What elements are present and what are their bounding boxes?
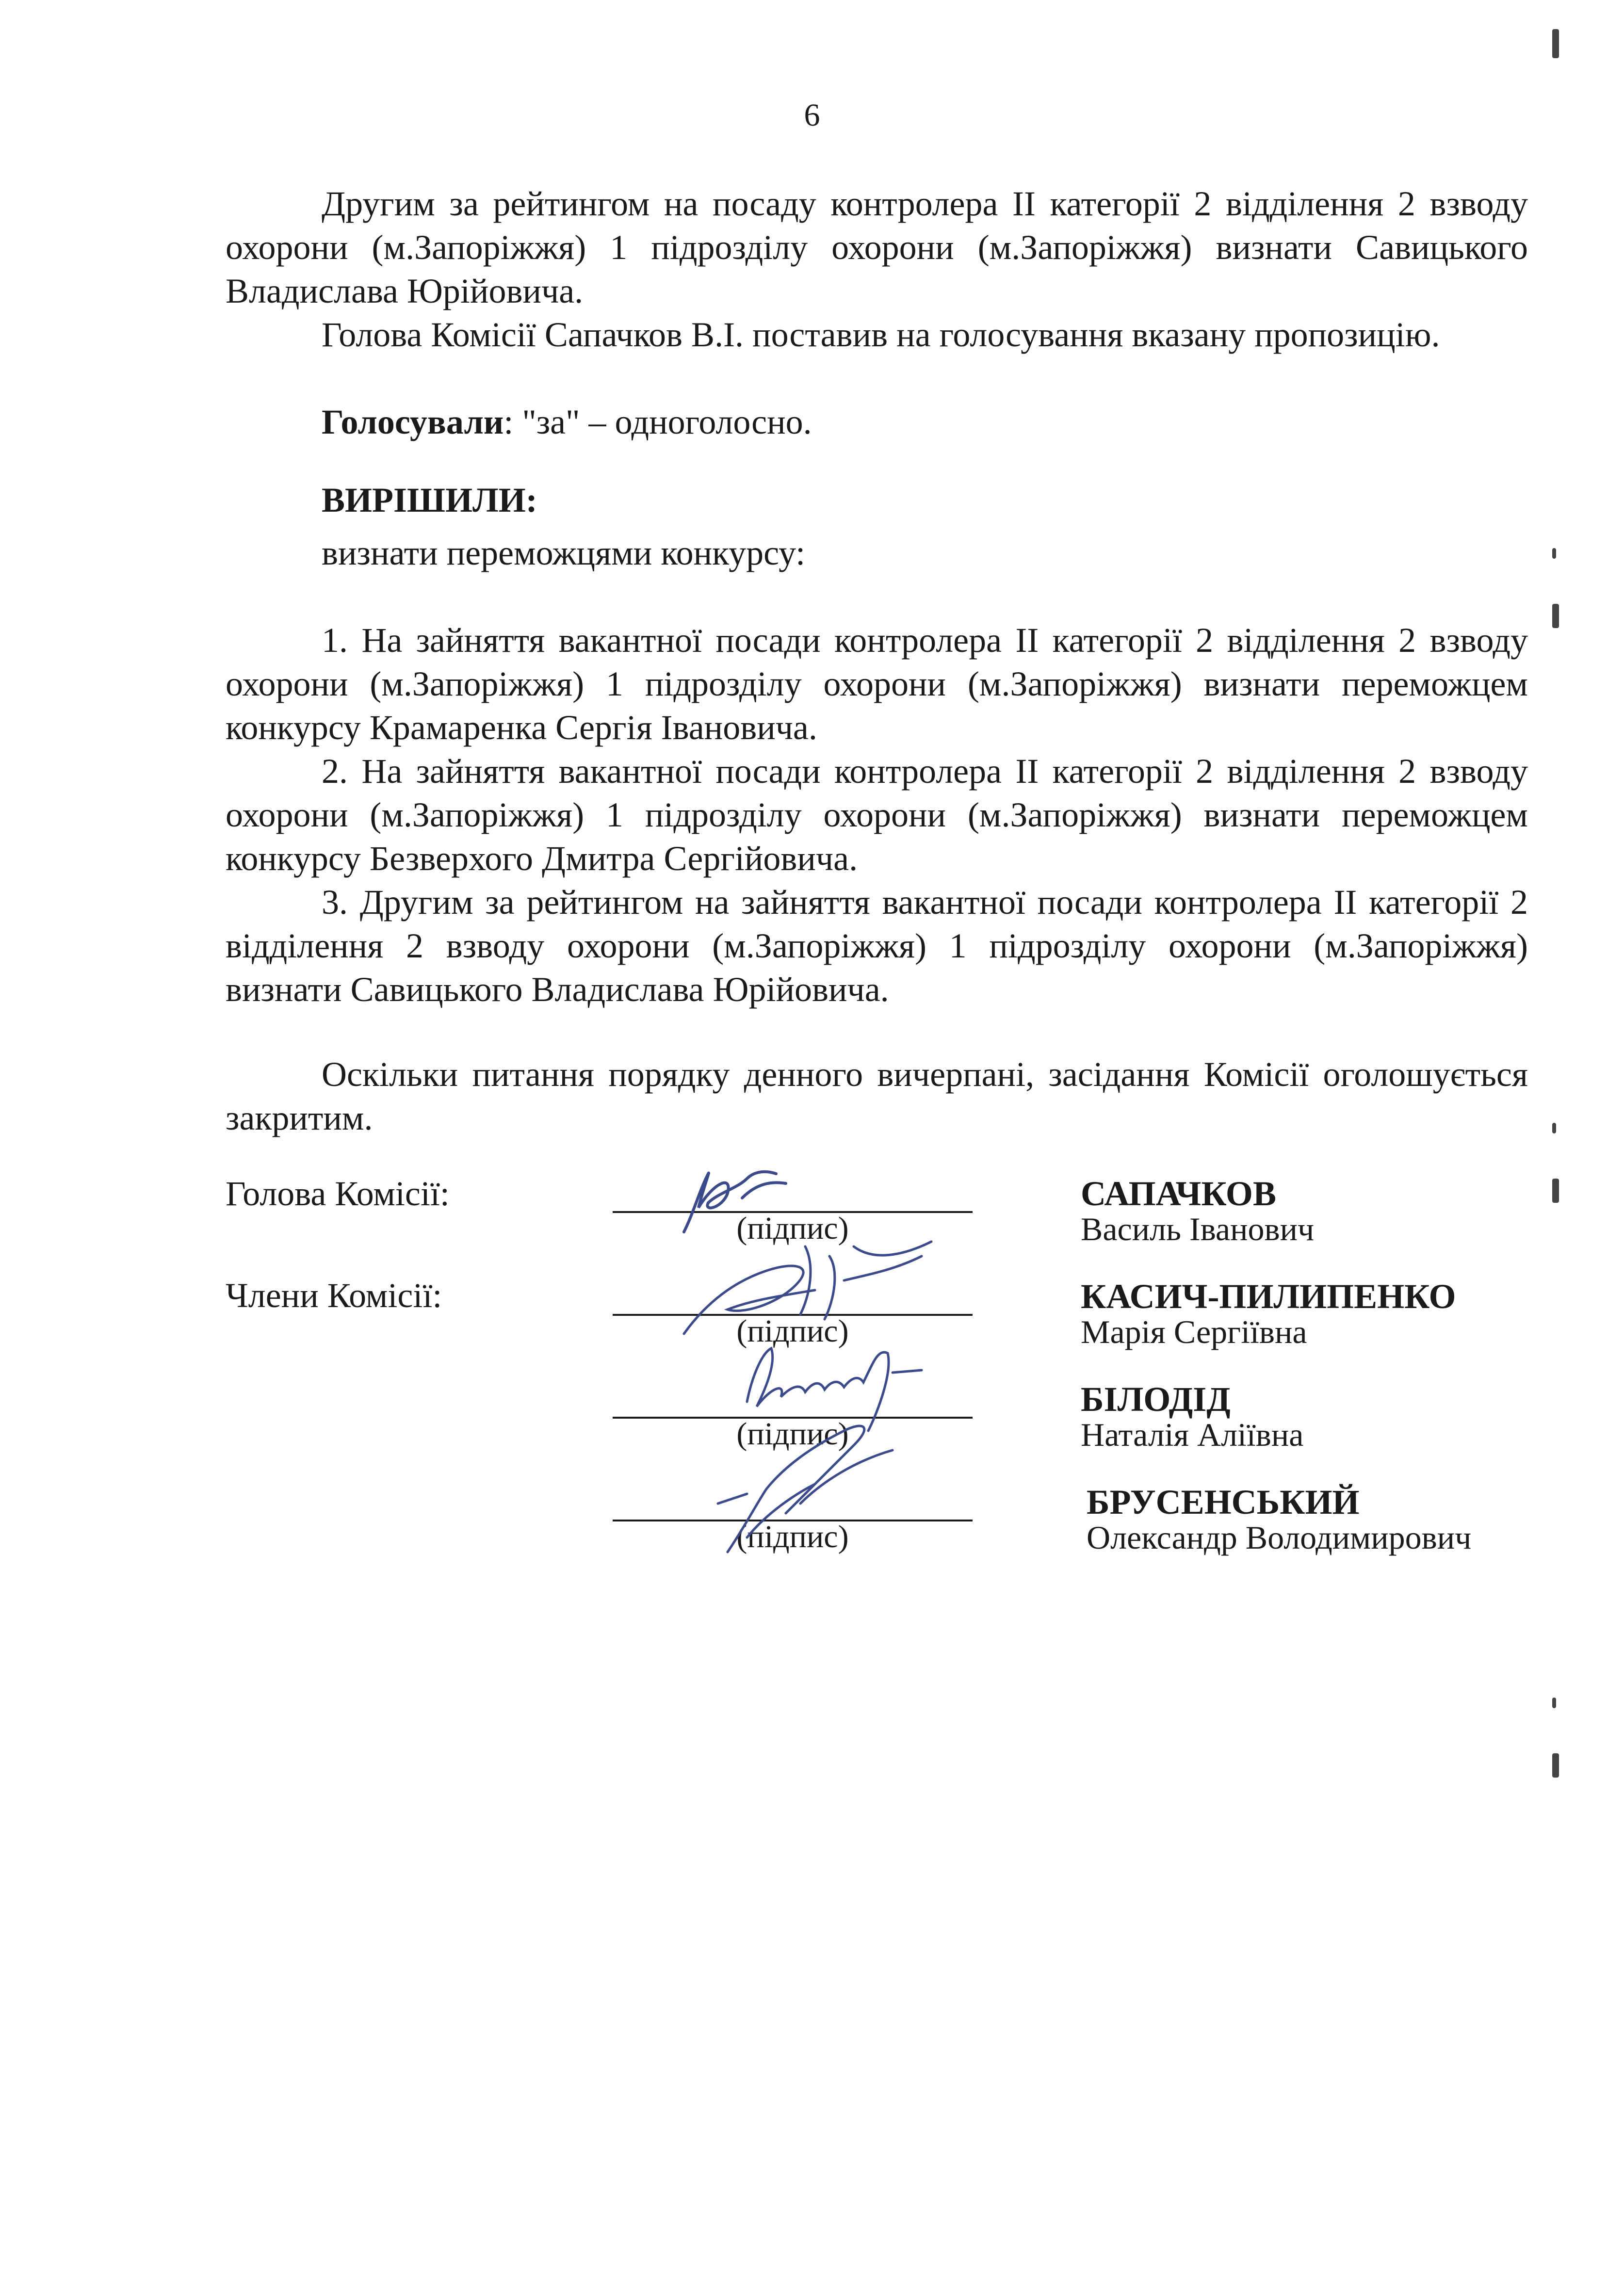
- scan-mark: [1552, 604, 1559, 628]
- chair-label: Голова Комісії:: [226, 1174, 450, 1213]
- chair-surname: САПАЧКОВ: [1081, 1174, 1276, 1213]
- member1-given-name: Марія Сергіївна: [1081, 1313, 1307, 1350]
- decision-item-2: 2. На зайняття вакантної посади контролера II категорії 2 відділення 2 взводу охорони (м.Запоріжжя) 1 підрозділу охорони (м.Запоріжжя) визнати переможцем конкурсу Безверхого Дмитра Сергійовича.: [226, 752, 1528, 878]
- member3-handwritten-signature: [689, 1407, 941, 1562]
- chair-given-name: Василь Іванович: [1081, 1211, 1315, 1247]
- chair-signature-caption: (підпис): [736, 1211, 849, 1246]
- members-label: Члени Комісії:: [226, 1276, 442, 1315]
- scan-mark: [1552, 1179, 1559, 1203]
- vote-text: : "за" – одноголосно.: [503, 403, 812, 441]
- vote-result: [322, 400, 1528, 444]
- decided-intro: визнати переможцями конкурсу:: [322, 534, 806, 572]
- scan-mark: [1552, 29, 1559, 58]
- scan-mark: [1552, 548, 1556, 559]
- decision-item-1: 1. На зайняття вакантної посади контролера II категорії 2 відділення 2 взводу охорони (м.Запоріжжя) 1 підрозділу охорони (м.Запоріжжя) визнати переможцем конкурсу Крамаренка Сергія Івановича.: [226, 621, 1528, 747]
- scan-mark: [1552, 1123, 1556, 1133]
- decided-heading: ВИРІШИЛИ:: [322, 481, 537, 519]
- paragraph-second-rated: Другим за рейтингом на посаду контролера II категорії 2 відділення 2 взводу охорони (м.Запоріжжя) 1 підрозділу охорони (м.Запоріжжя) визнати Савицького Владислава Юрійовича.: [226, 184, 1528, 310]
- scan-mark: [1552, 1698, 1556, 1708]
- member2-signature-caption: (підпис): [736, 1416, 849, 1452]
- page-number: 6: [804, 97, 820, 133]
- member1-surname: КАСИЧ-ПИЛИПЕНКО: [1081, 1277, 1456, 1316]
- member3-given-name: Олександр Володимирович: [1087, 1519, 1472, 1556]
- closing-statement: Оскільки питання порядку денного вичерпані, засідання Комісії оголошується закритим.: [226, 1055, 1528, 1137]
- paragraph-vote-proposal: Голова Комісії Сапачков В.І. поставив на голосування вказану пропозицію.: [322, 315, 1440, 354]
- member3-signature-caption: (підпис): [736, 1519, 849, 1554]
- member2-given-name: Наталія Аліївна: [1081, 1416, 1304, 1453]
- member1-signature-caption: (підпис): [736, 1313, 849, 1349]
- vote-label: Голосували: [322, 403, 504, 441]
- member3-surname: БРУСЕНСЬКИЙ: [1087, 1483, 1360, 1521]
- member2-surname: БІЛОДІД: [1081, 1380, 1231, 1419]
- decision-item-3: 3. Другим за рейтингом на зайняття вакантної посади контролера II категорії 2 відділення 2 взводу охорони (м.Запоріжжя) 1 підрозділу охорони (м.Запоріжжя) визнати Савицького Владислава Юрійовича.: [226, 883, 1528, 1009]
- scan-mark: [1552, 1753, 1559, 1778]
